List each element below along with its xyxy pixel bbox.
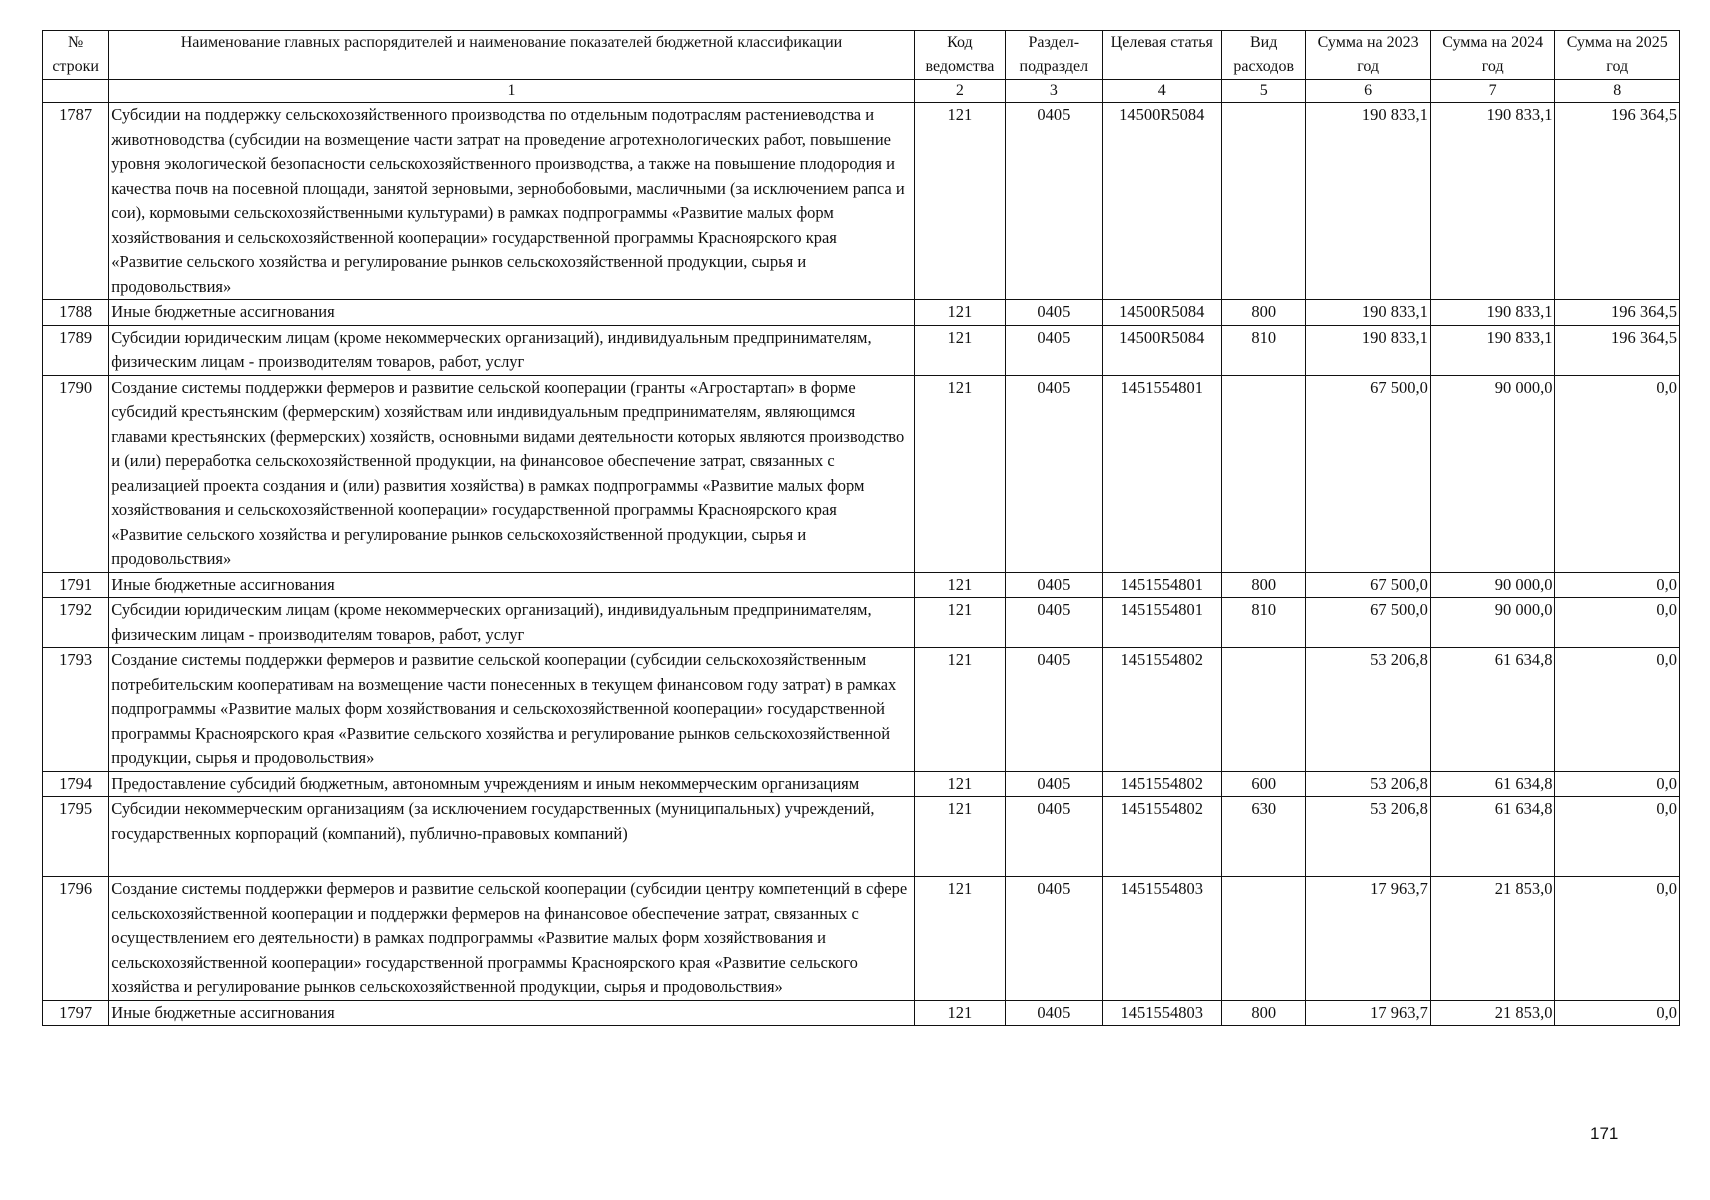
row-department-code: 121 — [914, 325, 1005, 375]
row-section: 0405 — [1006, 1000, 1102, 1026]
table-row — [43, 797, 1680, 877]
row-target-article: 1451554803 — [1102, 877, 1222, 1001]
header-col-index — [43, 80, 109, 103]
row-section: 0405 — [1006, 572, 1102, 598]
row-amount-2023: 67 500,0 — [1306, 572, 1431, 598]
row-amount-2024: 90 000,0 — [1430, 375, 1555, 572]
table-row — [43, 572, 1680, 598]
row-expense-kind — [1222, 375, 1306, 572]
row-target-article: 1451554801 — [1102, 598, 1222, 648]
row-expense-kind: 800 — [1222, 300, 1306, 326]
row-amount-2024: 90 000,0 — [1430, 598, 1555, 648]
row-amount-2023: 67 500,0 — [1306, 375, 1431, 572]
budget-table — [42, 30, 1680, 1026]
row-amount-2025: 0,0 — [1555, 1000, 1680, 1026]
row-department-code: 121 — [914, 771, 1005, 797]
row-department-code: 121 — [914, 103, 1005, 300]
header-col-index: 5 — [1222, 80, 1306, 103]
header-col-index: 2 — [914, 80, 1005, 103]
budget-sheet — [42, 30, 1680, 1026]
header-name: Наименование главных распорядителей и наименование показателей бюджетной классификации — [109, 31, 914, 80]
row-expense-kind — [1222, 648, 1306, 772]
row-name: Предоставление субсидий бюджетным, автономным учреждениям и иным некоммерческим организациям — [109, 771, 914, 797]
row-amount-2023: 67 500,0 — [1306, 598, 1431, 648]
table-row — [43, 300, 1680, 326]
row-amount-2024: 90 000,0 — [1430, 572, 1555, 598]
row-section: 0405 — [1006, 598, 1102, 648]
row-amount-2024: 190 833,1 — [1430, 325, 1555, 375]
table-header — [43, 31, 1680, 103]
row-amount-2025: 0,0 — [1555, 572, 1680, 598]
row-number: 1793 — [43, 648, 109, 772]
row-number: 1790 — [43, 375, 109, 572]
header-col-index: 1 — [109, 80, 914, 103]
row-amount-2025: 0,0 — [1555, 797, 1680, 877]
row-amount-2023: 190 833,1 — [1306, 300, 1431, 326]
table-row — [43, 771, 1680, 797]
header-col-index: 7 — [1430, 80, 1555, 103]
page-number: 171 — [1590, 1124, 1619, 1143]
row-amount-2023: 17 963,7 — [1306, 877, 1431, 1001]
row-department-code: 121 — [914, 572, 1005, 598]
row-target-article: 14500R5084 — [1102, 300, 1222, 326]
row-section: 0405 — [1006, 300, 1102, 326]
row-expense-kind: 800 — [1222, 572, 1306, 598]
row-target-article: 1451554802 — [1102, 771, 1222, 797]
row-name: Иные бюджетные ассигнования — [109, 300, 914, 326]
row-number: 1797 — [43, 1000, 109, 1026]
row-expense-kind — [1222, 103, 1306, 300]
row-amount-2023: 17 963,7 — [1306, 1000, 1431, 1026]
header-amount-2025: Сумма на 2025 год — [1555, 31, 1680, 80]
row-amount-2024: 61 634,8 — [1430, 797, 1555, 877]
row-amount-2025: 196 364,5 — [1555, 300, 1680, 326]
header-department-code: Код ведомства — [914, 31, 1005, 80]
row-amount-2024: 61 634,8 — [1430, 648, 1555, 772]
row-department-code: 121 — [914, 300, 1005, 326]
header-col-index: 3 — [1006, 80, 1102, 103]
row-expense-kind: 600 — [1222, 771, 1306, 797]
header-expense-kind: Вид расходов — [1222, 31, 1306, 80]
row-amount-2023: 53 206,8 — [1306, 771, 1431, 797]
row-expense-kind: 630 — [1222, 797, 1306, 877]
table-row — [43, 598, 1680, 648]
row-department-code: 121 — [914, 1000, 1005, 1026]
row-name: Создание системы поддержки фермеров и развитие сельской кооперации (субсидии центру компетенций в сфере сельскохозяйственной кооперации и поддержки фермеров на финансовое обеспечение затрат, связанных с осуществлением его деятельности) в рамках подпрограммы «Развитие малых форм хозяйствования и сельскохозяйственной кооперации» государственной программы Красноярского края «Развитие сельского хозяйства и регулирование рынков сельскохозяйственной продукции, сырья и продовольствия» — [109, 877, 914, 1001]
row-section: 0405 — [1006, 648, 1102, 772]
row-expense-kind: 800 — [1222, 1000, 1306, 1026]
row-amount-2023: 53 206,8 — [1306, 797, 1431, 877]
row-target-article: 1451554801 — [1102, 572, 1222, 598]
row-amount-2023: 190 833,1 — [1306, 103, 1431, 300]
row-department-code: 121 — [914, 375, 1005, 572]
row-section: 0405 — [1006, 325, 1102, 375]
row-target-article: 1451554801 — [1102, 375, 1222, 572]
row-number: 1791 — [43, 572, 109, 598]
row-section: 0405 — [1006, 771, 1102, 797]
row-expense-kind — [1222, 877, 1306, 1001]
row-department-code: 121 — [914, 648, 1005, 772]
header-amount-2023: Сумма на 2023 год — [1306, 31, 1431, 80]
row-expense-kind: 810 — [1222, 598, 1306, 648]
header-row-number: № строки — [43, 31, 109, 80]
row-department-code: 121 — [914, 797, 1005, 877]
row-expense-kind: 810 — [1222, 325, 1306, 375]
header-col-index: 6 — [1306, 80, 1431, 103]
table-row — [43, 103, 1680, 300]
row-amount-2024: 21 853,0 — [1430, 877, 1555, 1001]
row-amount-2025: 0,0 — [1555, 375, 1680, 572]
row-section: 0405 — [1006, 797, 1102, 877]
row-amount-2024: 21 853,0 — [1430, 1000, 1555, 1026]
row-amount-2023: 53 206,8 — [1306, 648, 1431, 772]
row-name: Субсидии юридическим лицам (кроме некоммерческих организаций), индивидуальным предпринимателям, физическим лицам - производителям товаров, работ, услуг — [109, 598, 914, 648]
row-name: Создание системы поддержки фермеров и развитие сельской кооперации (субсидии сельскохозяйственным потребительским кооперативам на возмещение части понесенных в текущем финансовом году затрат) в рамках подпрограммы «Развитие малых форм хозяйствования и сельскохозяйственной кооперации» государственной программы Красноярского края «Развитие сельского хозяйства и регулирование рынков сельскохозяйственной продукции, сырья и продовольствия» — [109, 648, 914, 772]
row-name: Иные бюджетные ассигнования — [109, 572, 914, 598]
row-amount-2025: 0,0 — [1555, 877, 1680, 1001]
table-row — [43, 375, 1680, 572]
row-target-article: 1451554802 — [1102, 797, 1222, 877]
row-amount-2025: 0,0 — [1555, 771, 1680, 797]
row-amount-2025: 0,0 — [1555, 598, 1680, 648]
row-department-code: 121 — [914, 598, 1005, 648]
row-target-article: 14500R5084 — [1102, 103, 1222, 300]
header-target-article: Целевая статья — [1102, 31, 1222, 80]
row-amount-2025: 196 364,5 — [1555, 325, 1680, 375]
table-body — [43, 103, 1680, 1026]
row-amount-2024: 190 833,1 — [1430, 103, 1555, 300]
row-amount-2025: 196 364,5 — [1555, 103, 1680, 300]
row-amount-2025: 0,0 — [1555, 648, 1680, 772]
row-section: 0405 — [1006, 103, 1102, 300]
row-amount-2024: 61 634,8 — [1430, 771, 1555, 797]
table-row — [43, 1000, 1680, 1026]
row-number: 1792 — [43, 598, 109, 648]
row-number: 1789 — [43, 325, 109, 375]
row-name: Субсидии юридическим лицам (кроме некоммерческих организаций), индивидуальным предпринимателям, физическим лицам - производителям товаров, работ, услуг — [109, 325, 914, 375]
row-number: 1795 — [43, 797, 109, 877]
row-amount-2023: 190 833,1 — [1306, 325, 1431, 375]
header-section: Раздел-подраздел — [1006, 31, 1102, 80]
row-number: 1787 — [43, 103, 109, 300]
row-number: 1796 — [43, 877, 109, 1001]
table-row — [43, 648, 1680, 772]
row-amount-2024: 190 833,1 — [1430, 300, 1555, 326]
table-row — [43, 877, 1680, 1001]
row-section: 0405 — [1006, 375, 1102, 572]
row-name: Иные бюджетные ассигнования — [109, 1000, 914, 1026]
row-target-article: 1451554802 — [1102, 648, 1222, 772]
row-target-article: 1451554803 — [1102, 1000, 1222, 1026]
table-row — [43, 325, 1680, 375]
row-section: 0405 — [1006, 877, 1102, 1001]
row-number: 1788 — [43, 300, 109, 326]
row-number: 1794 — [43, 771, 109, 797]
row-department-code: 121 — [914, 877, 1005, 1001]
row-name: Субсидии некоммерческим организациям (за исключением государственных (муниципальных) учреждений, государственных корпораций (компаний), публично-правовых компаний) — [109, 797, 914, 877]
header-amount-2024: Сумма на 2024 год — [1430, 31, 1555, 80]
header-col-index: 4 — [1102, 80, 1222, 103]
row-name: Субсидии на поддержку сельскохозяйственного производства по отдельным подотраслям растениеводства и животноводства (субсидии на возмещение части затрат на проведение агротехнологических работ, повышение уровня экологической безопасности сельскохозяйственного производства, а также на повышение плодородия и качества почв на посевной площади, занятой зерновыми, зернобобовыми, масличными (за исключением рапса и сои), кормовыми сельскохозяйственными культурами) в рамках подпрограммы «Развитие малых форм хозяйствования и сельскохозяйственной кооперации» государственной программы Красноярского края «Развитие сельского хозяйства и регулирование рынков сельскохозяйственной продукции, сырья и продовольствия» — [109, 103, 914, 300]
header-col-index: 8 — [1555, 80, 1680, 103]
row-name: Создание системы поддержки фермеров и развитие сельской кооперации (гранты «Агростартап» в форме субсидий крестьянским (фермерским) хозяйствам или индивидуальным предпринимателям, являющимся главами крестьянских (фермерских) хозяйств, основными видами деятельности которых являются производство и (или) переработка сельскохозяйственной продукции, на финансовое обеспечение затрат, связанных с реализацией проекта создания и (или) развития хозяйства) в рамках подпрограммы «Развитие малых форм хозяйствования и сельскохозяйственной кооперации» государственной программы Красноярского края «Развитие сельского хозяйства и регулирование рынков сельскохозяйственной продукции, сырья и продовольствия» — [109, 375, 914, 572]
row-target-article: 14500R5084 — [1102, 325, 1222, 375]
